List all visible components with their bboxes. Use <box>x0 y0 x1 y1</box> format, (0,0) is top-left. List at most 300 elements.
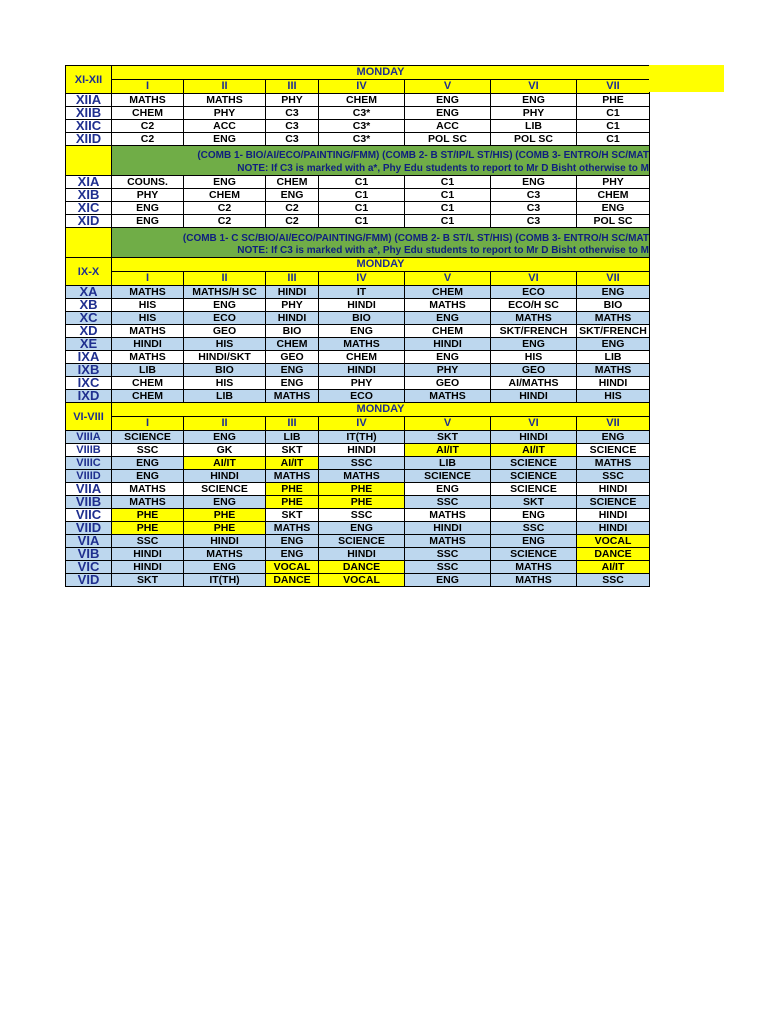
subject-cell: PHE <box>112 522 184 535</box>
period-label: VI <box>491 272 577 286</box>
subject-cell: ENG <box>577 338 650 351</box>
subject-cell: BIO <box>266 325 319 338</box>
subject-cell: C1 <box>319 189 405 202</box>
subject-cell: ENG <box>577 431 650 444</box>
table-row <box>66 338 650 351</box>
combination-note <box>112 146 650 176</box>
subject-cell: ECO <box>184 312 266 325</box>
subject-cell: HINDI <box>184 470 266 483</box>
subject-cell: CHEM <box>184 189 266 202</box>
header-extension-top <box>649 65 724 92</box>
subject-cell: HIS <box>491 351 577 364</box>
subject-cell: MATHS <box>405 299 491 312</box>
subject-cell: HIS <box>112 312 184 325</box>
subject-cell: VOCAL <box>266 561 319 574</box>
subject-cell: HIS <box>184 338 266 351</box>
subject-cell: C3 <box>491 202 577 215</box>
table-row <box>66 94 650 107</box>
subject-cell: MATHS <box>319 338 405 351</box>
subject-cell: ENG <box>491 535 577 548</box>
class-label: XA <box>66 286 112 299</box>
subject-cell: MATHS <box>112 325 184 338</box>
subject-cell: C1 <box>405 189 491 202</box>
subject-cell: PHY <box>266 299 319 312</box>
table-row <box>66 496 650 509</box>
subject-cell: GEO <box>184 325 266 338</box>
subject-cell: VOCAL <box>319 574 405 587</box>
class-label: XIID <box>66 133 112 146</box>
period-label: II <box>184 80 266 94</box>
subject-cell: HINDI <box>405 522 491 535</box>
subject-cell: C3* <box>319 107 405 120</box>
period-label: III <box>266 80 319 94</box>
subject-cell: ENG <box>405 574 491 587</box>
subject-cell: CHEM <box>319 351 405 364</box>
class-label: XIB <box>66 189 112 202</box>
table-row <box>66 470 650 483</box>
subject-cell: HINDI <box>577 377 650 390</box>
subject-cell: C2 <box>112 120 184 133</box>
class-label: IXB <box>66 364 112 377</box>
subject-cell: ENG <box>184 496 266 509</box>
subject-cell: MATHS <box>405 535 491 548</box>
class-label: VIIID <box>66 470 112 483</box>
subject-cell: ENG <box>112 470 184 483</box>
subject-cell: GK <box>184 444 266 457</box>
subject-cell: MATHS <box>112 286 184 299</box>
comb-line-1: (COMB 1- BIO/AI/ECO/PAINTING/FMM) (COMB 2- B ST/IP/L ST/HIS) (COMB 3- ENTRO/H SC/MAT <box>197 150 649 161</box>
subject-cell: CHEM <box>319 94 405 107</box>
subject-cell: MATHS <box>266 522 319 535</box>
subject-cell: C3 <box>266 133 319 146</box>
subject-cell: SCIENCE <box>577 444 650 457</box>
class-label: IXA <box>66 351 112 364</box>
subject-cell: BIO <box>319 312 405 325</box>
subject-cell: MATHS <box>577 364 650 377</box>
subject-cell: AI/IT <box>405 444 491 457</box>
subject-cell: MATHS <box>319 470 405 483</box>
subject-cell: ACC <box>184 120 266 133</box>
class-label: XIIC <box>66 120 112 133</box>
note-line-2: NOTE: If C3 is marked with a*, Phy Edu students to report to Mr D Bisht otherwise to M <box>237 245 649 256</box>
period-label: V <box>405 272 491 286</box>
subject-cell: PHE <box>184 522 266 535</box>
subject-cell: PHE <box>577 94 650 107</box>
subject-cell: SSC <box>577 574 650 587</box>
subject-cell: MATHS <box>184 548 266 561</box>
table-row <box>66 561 650 574</box>
subject-cell: CHEM <box>577 189 650 202</box>
subject-cell: LIB <box>491 120 577 133</box>
subject-cell: C3 <box>266 107 319 120</box>
class-label: VIIIA <box>66 431 112 444</box>
subject-cell: HIS <box>577 390 650 403</box>
table-row <box>66 522 650 535</box>
subject-cell: MATHS <box>491 561 577 574</box>
class-label: VIID <box>66 522 112 535</box>
subject-cell: PHY <box>266 94 319 107</box>
subject-cell: ENG <box>184 176 266 189</box>
subject-cell: ENG <box>112 215 184 228</box>
table-row <box>66 377 650 390</box>
subject-cell: SCIENCE <box>577 496 650 509</box>
subject-cell: MATHS <box>266 470 319 483</box>
subject-cell: MATHS <box>577 312 650 325</box>
subject-cell: C1 <box>405 215 491 228</box>
period-header-row <box>66 272 650 286</box>
subject-cell: C1 <box>405 202 491 215</box>
table-row <box>66 202 650 215</box>
table-row <box>66 483 650 496</box>
subject-cell: IT(TH) <box>184 574 266 587</box>
table-row <box>66 325 650 338</box>
table-row <box>66 509 650 522</box>
subject-cell: ENG <box>266 535 319 548</box>
group-label: VI-VIII <box>66 403 112 431</box>
subject-cell: HINDI <box>491 431 577 444</box>
subject-cell: DANCE <box>319 561 405 574</box>
table-row <box>66 107 650 120</box>
group-label: XI-XII <box>66 66 112 94</box>
subject-cell: ACC <box>405 120 491 133</box>
class-label: XID <box>66 215 112 228</box>
subject-cell: SSC <box>319 509 405 522</box>
subject-cell: HINDI <box>319 548 405 561</box>
table-row <box>66 444 650 457</box>
subject-cell: HINDI <box>491 390 577 403</box>
subject-cell: ENG <box>184 299 266 312</box>
subject-cell: BIO <box>577 299 650 312</box>
subject-cell: GEO <box>266 351 319 364</box>
subject-cell: SKT <box>491 496 577 509</box>
subject-cell: MATHS <box>577 457 650 470</box>
comb-note-row <box>66 228 650 258</box>
table-row <box>66 133 650 146</box>
class-label: VID <box>66 574 112 587</box>
subject-cell: ENG <box>184 561 266 574</box>
subject-cell: PHY <box>405 364 491 377</box>
subject-cell: LIB <box>266 431 319 444</box>
day-header-row <box>66 258 650 272</box>
period-label: IV <box>319 272 405 286</box>
table-row <box>66 535 650 548</box>
subject-cell: ENG <box>319 325 405 338</box>
class-label: IXD <box>66 390 112 403</box>
subject-cell: ENG <box>577 202 650 215</box>
subject-cell: ENG <box>184 431 266 444</box>
table-row <box>66 312 650 325</box>
subject-cell: HINDI <box>577 483 650 496</box>
class-label: VIIC <box>66 509 112 522</box>
blank-cell <box>66 146 112 176</box>
subject-cell: PHY <box>184 107 266 120</box>
subject-cell: CHEM <box>112 377 184 390</box>
subject-cell: ENG <box>405 94 491 107</box>
comb-note-row <box>66 146 650 176</box>
subject-cell: PHE <box>112 509 184 522</box>
subject-cell: GEO <box>405 377 491 390</box>
subject-cell: MATHS <box>491 312 577 325</box>
subject-cell: C1 <box>577 133 650 146</box>
table-row <box>66 189 650 202</box>
group-label: IX-X <box>66 258 112 286</box>
subject-cell: LIB <box>184 390 266 403</box>
day-label: MONDAY <box>112 66 650 80</box>
period-label: II <box>184 417 266 431</box>
subject-cell: LIB <box>112 364 184 377</box>
class-label: VIIA <box>66 483 112 496</box>
subject-cell: ECO <box>491 286 577 299</box>
class-label: VIIB <box>66 496 112 509</box>
subject-cell: GEO <box>491 364 577 377</box>
subject-cell: CHEM <box>405 286 491 299</box>
subject-cell: AI/MATHS <box>491 377 577 390</box>
subject-cell: SKT <box>112 574 184 587</box>
class-label: XB <box>66 299 112 312</box>
subject-cell: CHEM <box>112 107 184 120</box>
subject-cell: HINDI <box>112 548 184 561</box>
subject-cell: C1 <box>319 176 405 189</box>
subject-cell: SSC <box>405 548 491 561</box>
subject-cell: DANCE <box>266 574 319 587</box>
subject-cell: COUNS. <box>112 176 184 189</box>
subject-cell: SSC <box>405 496 491 509</box>
subject-cell: CHEM <box>266 176 319 189</box>
subject-cell: AI/IT <box>577 561 650 574</box>
subject-cell: ENG <box>184 133 266 146</box>
class-label: VIA <box>66 535 112 548</box>
subject-cell: MATHS <box>112 496 184 509</box>
subject-cell: C2 <box>266 202 319 215</box>
period-label: VII <box>577 417 650 431</box>
subject-cell: HINDI <box>112 561 184 574</box>
period-header-row <box>66 80 650 94</box>
subject-cell: LIB <box>577 351 650 364</box>
subject-cell: SCIENCE <box>184 483 266 496</box>
class-label: XD <box>66 325 112 338</box>
subject-cell: ENG <box>266 189 319 202</box>
class-label: VIIIC <box>66 457 112 470</box>
subject-cell: PHY <box>319 377 405 390</box>
subject-cell: MATHS <box>491 574 577 587</box>
subject-cell: SSC <box>491 522 577 535</box>
subject-cell: MATHS <box>184 94 266 107</box>
subject-cell: ENG <box>405 351 491 364</box>
table-row <box>66 431 650 444</box>
subject-cell: ECO <box>319 390 405 403</box>
table-row <box>66 286 650 299</box>
subject-cell: ECO/H SC <box>491 299 577 312</box>
subject-cell: AI/IT <box>491 444 577 457</box>
subject-cell: SKT/FRENCH <box>491 325 577 338</box>
subject-cell: C1 <box>405 176 491 189</box>
period-label: I <box>112 272 184 286</box>
table-row <box>66 390 650 403</box>
day-header-row <box>66 403 650 417</box>
subject-cell: ENG <box>405 107 491 120</box>
period-label: I <box>112 80 184 94</box>
subject-cell: CHEM <box>266 338 319 351</box>
subject-cell: C1 <box>577 120 650 133</box>
subject-cell: C1 <box>319 215 405 228</box>
subject-cell: HINDI/SKT <box>184 351 266 364</box>
table-row <box>66 299 650 312</box>
subject-cell: C3* <box>319 133 405 146</box>
class-label: VIC <box>66 561 112 574</box>
comb-line-2: (COMB 1- C SC/BIO/AI/ECO/PAINTING/FMM) (COMB 2- B ST/L ST/HIS) (COMB 3- ENTRO/H SC/MAT <box>182 233 649 244</box>
subject-cell: SCIENCE <box>491 457 577 470</box>
class-label: XE <box>66 338 112 351</box>
table-row <box>66 457 650 470</box>
subject-cell: LIB <box>405 457 491 470</box>
class-label: IXC <box>66 377 112 390</box>
subject-cell: HIS <box>112 299 184 312</box>
table-row <box>66 351 650 364</box>
subject-cell: HINDI <box>319 299 405 312</box>
subject-cell: SCIENCE <box>405 470 491 483</box>
class-label: XC <box>66 312 112 325</box>
subject-cell: ENG <box>319 522 405 535</box>
subject-cell: C2 <box>266 215 319 228</box>
subject-cell: HINDI <box>112 338 184 351</box>
subject-cell: SKT <box>266 509 319 522</box>
subject-cell: MATHS <box>266 390 319 403</box>
subject-cell: VOCAL <box>577 535 650 548</box>
period-label: VII <box>577 272 650 286</box>
subject-cell: DANCE <box>577 548 650 561</box>
subject-cell: SSC <box>577 470 650 483</box>
subject-cell: MATHS <box>112 483 184 496</box>
subject-cell: ENG <box>577 286 650 299</box>
period-label: VI <box>491 417 577 431</box>
subject-cell: POL SC <box>405 133 491 146</box>
period-label: II <box>184 272 266 286</box>
subject-cell: ENG <box>491 338 577 351</box>
subject-cell: ENG <box>112 202 184 215</box>
subject-cell: MATHS <box>405 390 491 403</box>
subject-cell: BIO <box>184 364 266 377</box>
day-label: MONDAY <box>112 403 650 417</box>
subject-cell: SKT <box>266 444 319 457</box>
subject-cell: IT(TH) <box>319 431 405 444</box>
subject-cell: IT <box>319 286 405 299</box>
table-row <box>66 548 650 561</box>
subject-cell: SCIENCE <box>491 483 577 496</box>
subject-cell: PHE <box>319 496 405 509</box>
table-row <box>66 120 650 133</box>
subject-cell: C2 <box>184 202 266 215</box>
subject-cell: C1 <box>319 202 405 215</box>
subject-cell: PHE <box>266 496 319 509</box>
subject-cell: C3 <box>491 189 577 202</box>
subject-cell: SKT/FRENCH <box>577 325 650 338</box>
subject-cell: PHY <box>112 189 184 202</box>
subject-cell: ENG <box>405 312 491 325</box>
subject-cell: ENG <box>491 176 577 189</box>
subject-cell: SKT <box>405 431 491 444</box>
subject-cell: SCIENCE <box>491 548 577 561</box>
subject-cell: C2 <box>112 133 184 146</box>
class-label: XIIB <box>66 107 112 120</box>
subject-cell: PHE <box>184 509 266 522</box>
subject-cell: HINDI <box>319 444 405 457</box>
subject-cell: C1 <box>577 107 650 120</box>
subject-cell: MATHS <box>112 94 184 107</box>
period-label: VI <box>491 80 577 94</box>
subject-cell: HINDI <box>184 535 266 548</box>
note-line-1: NOTE: If C3 is marked with a*, Phy Edu students to report to Mr D Bisht otherwise to M <box>237 163 649 174</box>
subject-cell: ENG <box>491 94 577 107</box>
subject-cell: MATHS <box>112 351 184 364</box>
subject-cell: MATHS/H SC <box>184 286 266 299</box>
subject-cell: POL SC <box>491 133 577 146</box>
subject-cell: HINDI <box>319 364 405 377</box>
subject-cell: C3* <box>319 120 405 133</box>
class-label: XIC <box>66 202 112 215</box>
subject-cell: SSC <box>112 535 184 548</box>
class-label: VIB <box>66 548 112 561</box>
subject-cell: C3 <box>266 120 319 133</box>
subject-cell: MATHS <box>405 509 491 522</box>
period-header-row <box>66 417 650 431</box>
subject-cell: PHY <box>491 107 577 120</box>
subject-cell: CHEM <box>405 325 491 338</box>
subject-cell: HINDI <box>405 338 491 351</box>
timetable-grid <box>65 65 650 587</box>
subject-cell: C2 <box>184 215 266 228</box>
period-label: V <box>405 417 491 431</box>
subject-cell: AI/IT <box>184 457 266 470</box>
period-label: III <box>266 272 319 286</box>
class-label: XIA <box>66 176 112 189</box>
subject-cell: HINDI <box>577 522 650 535</box>
subject-cell: HIS <box>184 377 266 390</box>
table-row <box>66 364 650 377</box>
table-row <box>66 574 650 587</box>
subject-cell: AI/IT <box>266 457 319 470</box>
period-label: I <box>112 417 184 431</box>
subject-cell: ENG <box>405 483 491 496</box>
subject-cell: PHY <box>577 176 650 189</box>
subject-cell: PHE <box>266 483 319 496</box>
subject-cell: HINDI <box>266 312 319 325</box>
subject-cell: SSC <box>112 444 184 457</box>
day-label: MONDAY <box>112 258 650 272</box>
subject-cell: SCIENCE <box>319 535 405 548</box>
class-label: XIIA <box>66 94 112 107</box>
table-row <box>66 215 650 228</box>
subject-cell: C3 <box>491 215 577 228</box>
subject-cell: POL SC <box>577 215 650 228</box>
blank-cell <box>66 228 112 258</box>
subject-cell: PHE <box>319 483 405 496</box>
subject-cell: ENG <box>112 457 184 470</box>
period-label: VII <box>577 80 650 94</box>
period-label: IV <box>319 80 405 94</box>
subject-cell: SSC <box>319 457 405 470</box>
subject-cell: SCIENCE <box>112 431 184 444</box>
subject-cell: CHEM <box>112 390 184 403</box>
period-label: IV <box>319 417 405 431</box>
table-row <box>66 176 650 189</box>
class-label: VIIIB <box>66 444 112 457</box>
subject-cell: ENG <box>266 364 319 377</box>
subject-cell: HINDI <box>577 509 650 522</box>
day-header-row <box>66 66 650 80</box>
subject-cell: SCIENCE <box>491 470 577 483</box>
combination-note <box>112 228 650 258</box>
period-label: V <box>405 80 491 94</box>
